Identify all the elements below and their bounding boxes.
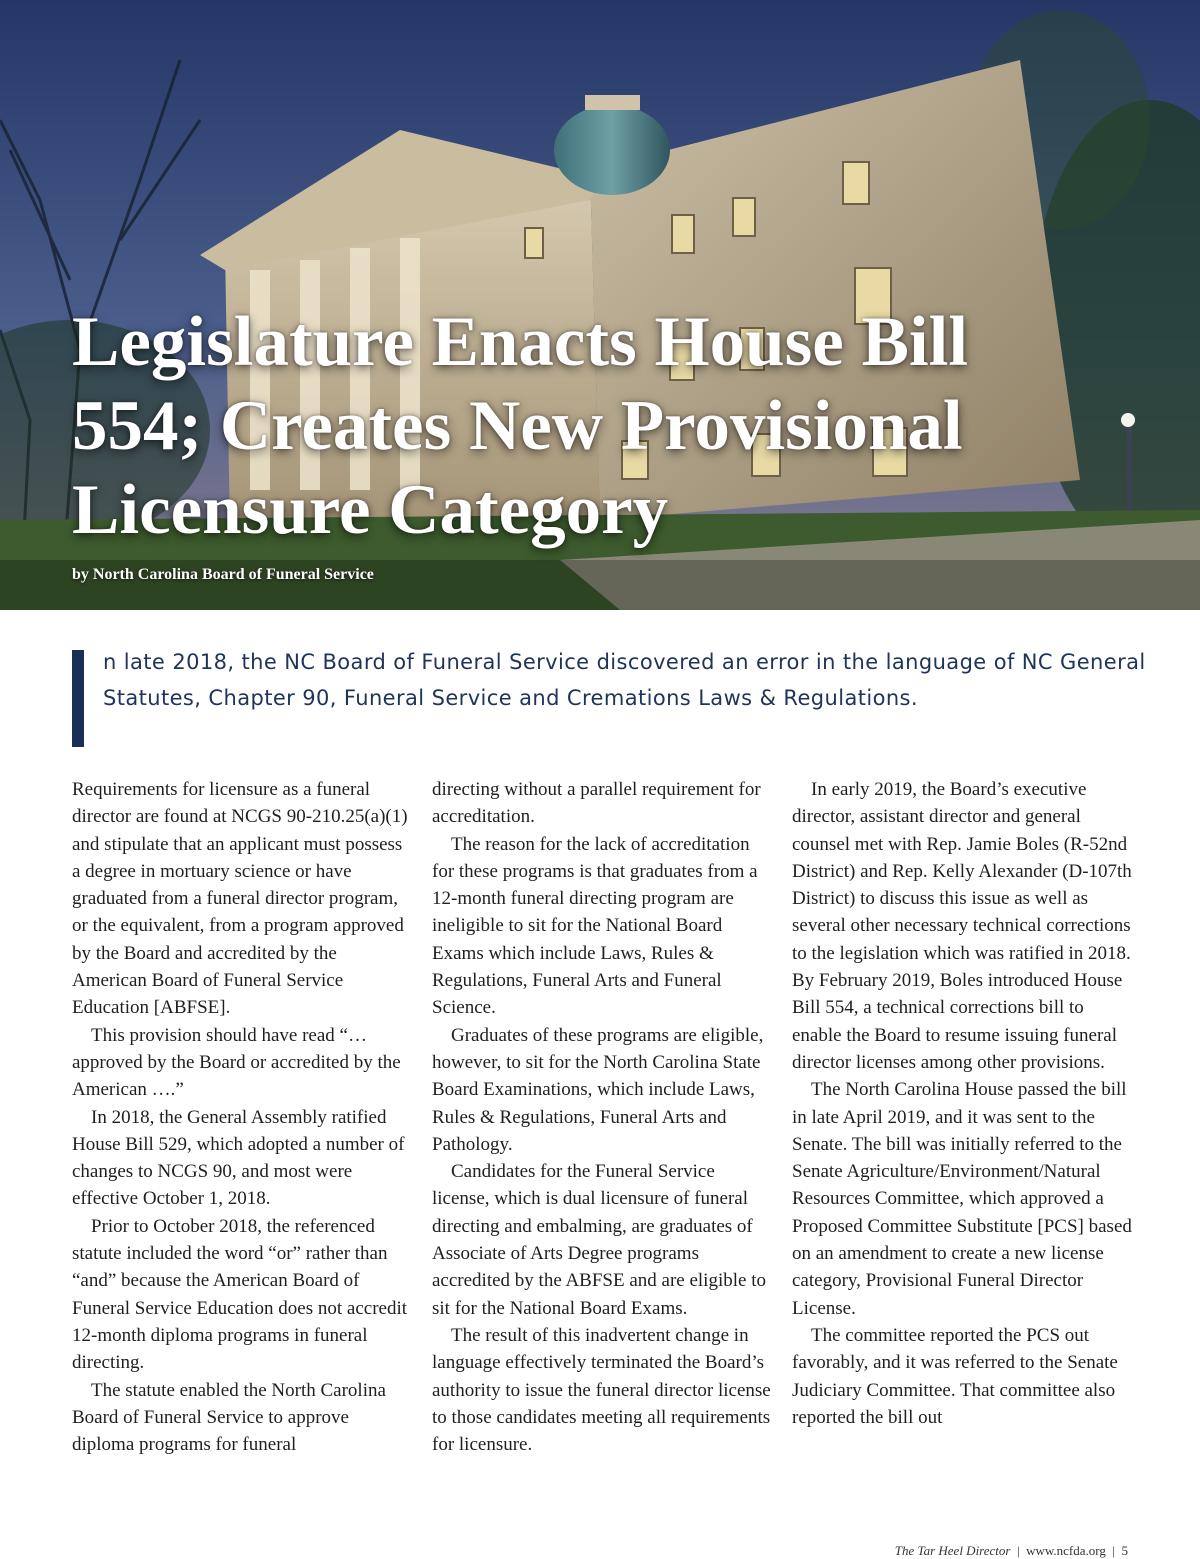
body-paragraph: directing without a parallel requirement for accreditation.	[432, 779, 761, 828]
hero-banner	[0, 0, 1200, 610]
body-paragraph: Graduates of these programs are eligible, however, to sit for the North Carolina State Board Examinations, which include Laws, Rules & Regulations, Funeral Arts and Pathology.	[432, 1024, 764, 1155]
body-paragraph: The statute enabled the North Carolina Board of Funeral Service to approve diploma programs for funeral	[72, 1379, 386, 1456]
body-paragraph: In 2018, the General Assembly ratified House Bill 529, which adopted a number of changes to NCGS 90, and most were effective October 1, 2018.	[72, 1106, 405, 1210]
article-byline: by North Carolina Board of Funeral Service	[72, 566, 374, 583]
body-paragraph: The reason for the lack of accreditation for these programs is that graduates from a 12-month funeral directing program are ineligible to sit for the National Board Exams which include Laws, Rules & Regulations, Funeral Arts and Funeral Science.	[432, 833, 758, 1019]
publication-name: The Tar Heel Director	[894, 1543, 1011, 1558]
body-paragraph: Requirements for licensure as a funeral director are found at NCGS 90-210.25(a)(1) and stipulate that an applicant must possess a degree in mortuary science or have graduated from a funeral director program, or the equivalent, from a program approved by the Board and accredited by the American Board of Funeral Service Education [ABFSE].	[72, 779, 408, 1019]
lede-paragraph: n late 2018, the NC Board of Funeral Service discovered an error in the language of NC General Statutes, Chapter 90, Funeral Service and Cremations Laws & Regulations.	[103, 650, 1146, 710]
body-paragraph: The result of this inadvertent change in language effectively terminated the Board’s authority to issue the funeral director license to those candidates meeting all requirements for licensure.	[432, 1324, 771, 1456]
drop-cap-bar	[72, 650, 84, 747]
article-column-3	[792, 776, 1132, 1431]
body-paragraph: Prior to October 2018, the referenced statute included the word “or” rather than “and” because the American Board of Funeral Service Education does not accredit 12-month diploma programs in funeral directing.	[72, 1215, 408, 1374]
article-column-1	[72, 776, 412, 1458]
footer-separator: |	[1112, 1543, 1115, 1558]
article-title: Legislature Enacts House Bill 554; Creates New Provisional Licensure Category	[72, 303, 969, 549]
page-footer	[895, 1543, 1128, 1559]
body-paragraph: In early 2019, the Board’s executive director, assistant director and general counsel met with Rep. Jamie Boles (R-52nd District) and Rep. Kelly Alexander (D-107th District) to discuss this issue as well as several other necessary technical corrections to the legislation which was ratified in 2018. By February 2019, Boles introduced House Bill 554, a technical corrections bill to enable the Board to resume issuing funeral director licenses among other provisions.	[792, 779, 1132, 1073]
body-paragraph: This provision should have read “… approved by the Board or accredited by the American ….”	[72, 1024, 401, 1101]
body-paragraph: The North Carolina House passed the bill in late April 2019, and it was sent to the Senate. The bill was initially referred to the Senate Agriculture/Environment/Natural Resources Committee, which approved a Proposed Committee Substitute [PCS] based on an amendment to create a new license category, Provisional Funeral Director License.	[792, 1079, 1132, 1319]
body-paragraph: The committee reported the PCS out favorably, and it was referred to the Senate Judiciary Committee. That committee also reported the bill out	[792, 1324, 1118, 1428]
website-link[interactable]: www.ncfda.org	[1026, 1543, 1106, 1558]
body-paragraph: Candidates for the Funeral Service license, which is dual licensure of funeral directing and embalming, are graduates of Associate of Arts Degree programs accredited by the ABFSE and are eligible to sit for the National Board Exams.	[432, 1161, 766, 1319]
footer-separator: |	[1016, 1543, 1020, 1558]
article-column-2	[432, 776, 772, 1458]
page-number: 5	[1121, 1543, 1128, 1558]
